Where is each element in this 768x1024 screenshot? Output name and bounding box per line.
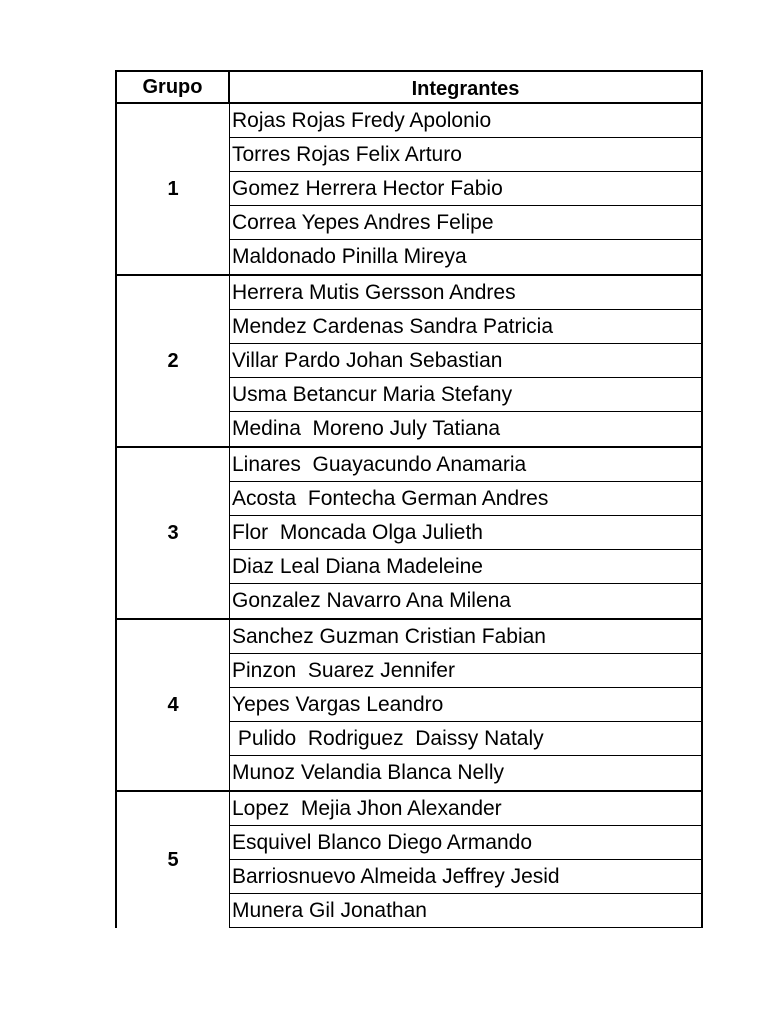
group-block xyxy=(115,792,703,928)
member-name: Linares Guayacundo Anamaria xyxy=(230,448,701,482)
member-name: Sanchez Guzman Cristian Fabian xyxy=(230,620,701,654)
member-name: Lopez Mejia Jhon Alexander xyxy=(230,792,701,826)
group-number: 1 xyxy=(117,104,230,274)
member-name: Acosta Fontecha German Andres xyxy=(230,482,701,516)
member-name: Usma Betancur Maria Stefany xyxy=(230,378,701,412)
member-name: Correa Yepes Andres Felipe xyxy=(230,206,701,240)
member-name: Yepes Vargas Leandro xyxy=(230,688,701,722)
groups-table xyxy=(115,70,703,928)
member-list xyxy=(230,448,701,618)
table-header-row xyxy=(115,70,703,104)
member-name: Flor Moncada Olga Julieth xyxy=(230,516,701,550)
member-name: Herrera Mutis Gersson Andres xyxy=(230,276,701,310)
header-integrantes: Integrantes xyxy=(411,78,520,100)
group-number: 4 xyxy=(117,620,230,790)
member-name: Villar Pardo Johan Sebastian xyxy=(230,344,701,378)
member-name: Barriosnuevo Almeida Jeffrey Jesid xyxy=(230,860,701,894)
group-block xyxy=(115,448,703,620)
group-number: 2 xyxy=(117,276,230,446)
member-list xyxy=(230,620,701,790)
member-name: Pulido Rodriguez Daissy Nataly xyxy=(230,722,701,756)
member-name: Maldonado Pinilla Mireya xyxy=(232,245,467,268)
member-name: Mendez Cardenas Sandra Patricia xyxy=(230,310,701,344)
member-name: Esquivel Blanco Diego Armando xyxy=(230,826,701,860)
member-name: Medina Moreno July Tatiana xyxy=(232,417,501,440)
member-name: Gomez Herrera Hector Fabio xyxy=(230,172,701,206)
member-name: Rojas Rojas Fredy Apolonio xyxy=(230,104,701,138)
member-list xyxy=(230,104,701,274)
member-name: Pinzon Suarez Jennifer xyxy=(230,654,701,688)
group-block xyxy=(115,620,703,792)
header-grupo: Grupo xyxy=(117,72,230,102)
group-number: 5 xyxy=(117,792,230,928)
member-name: Munoz Velandia Blanca Nelly xyxy=(232,761,504,784)
group-block xyxy=(115,276,703,448)
member-list xyxy=(230,792,703,928)
member-name: Munera Gil Jonathan xyxy=(230,894,701,928)
member-name: Diaz Leal Diana Madeleine xyxy=(230,550,701,584)
group-block xyxy=(115,104,703,276)
group-number: 3 xyxy=(117,448,230,618)
member-name: Torres Rojas Felix Arturo xyxy=(230,138,701,172)
member-name: Gonzalez Navarro Ana Milena xyxy=(232,589,511,612)
member-list xyxy=(230,276,701,446)
